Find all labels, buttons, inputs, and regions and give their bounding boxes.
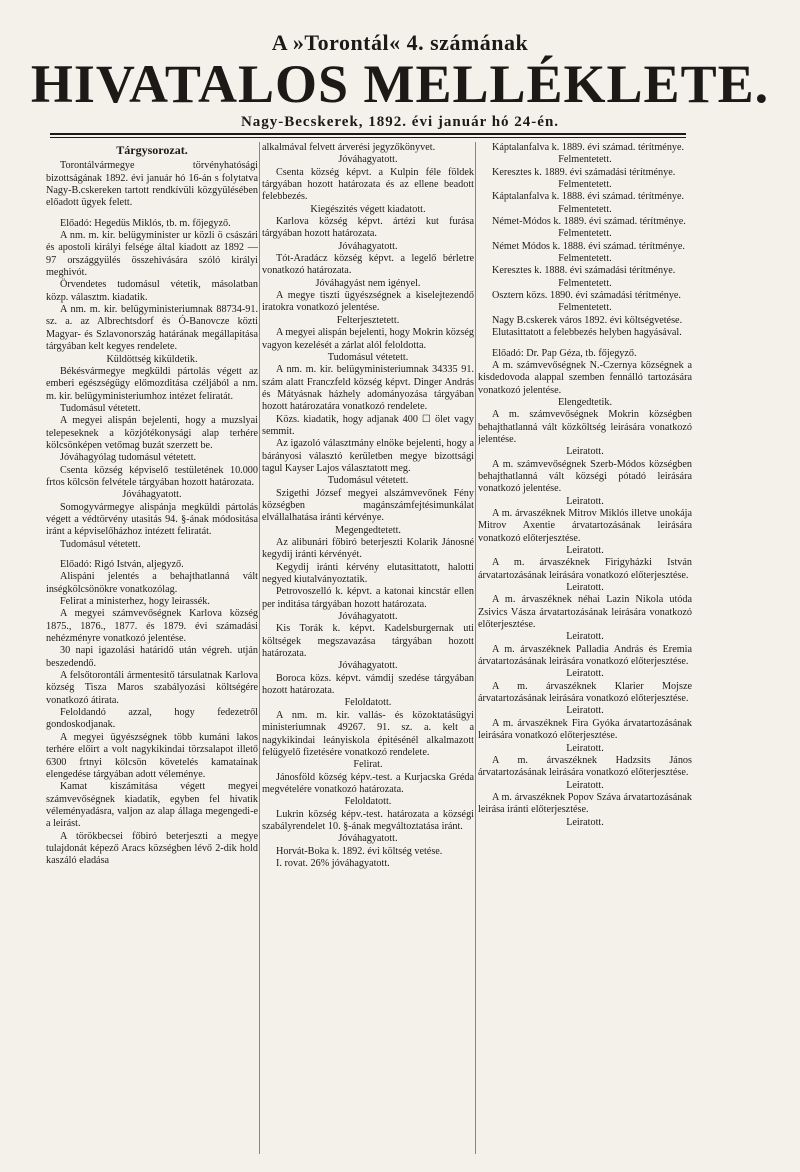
agenda-paragraph: Német Módos k. 1888. évi számad. térítménye. bbox=[492, 240, 685, 252]
agenda-paragraph: A m. számvevőségnek N.-Czernya községnek a kisdedovoda alappal szemben fennálló tartozására vonatkozó jelentése. bbox=[478, 359, 692, 396]
decision-text: Leiratott. bbox=[566, 446, 604, 458]
decision-text: Küldöttség kiküldetik. bbox=[106, 353, 198, 365]
decision-text: Jóváhagyatott. bbox=[338, 611, 398, 623]
agenda-paragraph: Előadó: Hegedüs Miklós, tb. m. főjegyző. bbox=[60, 217, 231, 229]
agenda-paragraph: Tudomásul vétetett. bbox=[60, 538, 141, 550]
agenda-paragraph: Horvát-Boka k. 1892. évi költség vetése. bbox=[276, 845, 443, 857]
agenda-paragraph: Német-Módos k. 1889. évi számad. térítménye. bbox=[492, 216, 686, 228]
dateline: Nagy-Becskerek, 1892. évi január hó 24-én. bbox=[240, 114, 560, 130]
agenda-paragraph: Előadó: Dr. Pap Géza, tb. főjegyző. bbox=[492, 347, 637, 359]
agenda-paragraph: Kis Torák k. képvt. Kadelsburgernak uti költségek megszavazása tárgyában hozott határozata. bbox=[262, 623, 474, 660]
decision-text: Leiratott. bbox=[566, 742, 604, 754]
agenda-paragraph: A m. számvevőségnek Szerb-Módos községben behajthatlanná vált községi pótadó leirására vonatkozó jelentése. bbox=[478, 458, 692, 495]
decision-text: Feloldatott. bbox=[344, 796, 392, 808]
header-rule bbox=[50, 133, 686, 135]
agenda-paragraph: A megyei számvevőségnek Karlova község 1875., 1876., 1877. és 1879. évi számadási nehézményre vonatkozó jelentése. bbox=[46, 608, 258, 645]
decision-text: Leiratott. bbox=[566, 495, 604, 507]
decision-text: Felmentetett. bbox=[558, 203, 612, 215]
agenda-paragraph: Jóváhagyólag tudomásul vétetett. bbox=[60, 452, 197, 464]
decision-text: Felterjesztetett. bbox=[336, 314, 400, 326]
agenda-paragraph: Keresztes k. 1889. évi számadási térítménye. bbox=[492, 166, 676, 178]
agenda-paragraph: Káptalanfalva k. 1888. évi számad. térítménye. bbox=[492, 191, 685, 203]
agenda-paragraph: Kegydij iránti kérvény elutasittatott, halotti negyed kiutalványoztatik. bbox=[262, 561, 474, 586]
agenda-paragraph: Csenta község képviselő testületének 10.000 frtos kölcsön felvétele tárgyában hozott határozata. bbox=[46, 464, 258, 488]
masthead-subtitle: A »Torontál« 4. számának bbox=[271, 30, 529, 55]
decision-text: Jóváhagyatott. bbox=[122, 489, 182, 501]
agenda-paragraph: Káptalanfalva k. 1889. évi számad. térítménye. bbox=[492, 142, 685, 153]
decision-text: Megengedtetett. bbox=[335, 524, 401, 536]
agenda-paragraph: Torontálvármegye törvényhatósági bizottságának 1892. évi január hó 16-án s folytatva Nagy-B.cskereken tartott rendkívüli közgyülésében előadott ügyek felett. bbox=[46, 160, 258, 209]
decision-text: Leiratott. bbox=[566, 705, 604, 717]
agenda-paragraph: Közs. kiadatik, hogy adjanak 400 ☐ ölet vagy semmit. bbox=[262, 413, 474, 437]
decision-text: Felmentetett. bbox=[558, 228, 612, 240]
agenda-paragraph: Az igazoló választmány elnöke bejelenti, hogy a bárányosi választó kerületben megye bizottsági tagul Kayser Lajos választatott meg. bbox=[262, 438, 474, 474]
agenda-paragraph: Kamat kiszámitása végett megyei számvevőségnek kiadatik, egyben fel hivatik véleményadásra, valjon az alap állaga megengedi-e a leirást. bbox=[46, 781, 258, 830]
agenda-paragraph: I. rovat. 26% jóváhagyatott. bbox=[276, 857, 390, 869]
decision-text: Felmentetett. bbox=[558, 179, 612, 191]
agenda-paragraph: A megyei alispán bejelenti, hogy Mokrin község vagyon kezelését a zárlat alól feloldotta. bbox=[262, 327, 474, 351]
agenda-paragraph: Osztern közs. 1890. évi számadási térítménye. bbox=[492, 290, 681, 302]
decision-text: Leiratott. bbox=[566, 582, 604, 594]
agenda-paragraph: A m. árvaszéknek Popov Száva árvatartozásának leirása iránti előterjesztése. bbox=[478, 791, 692, 816]
decision-text: Leiratott. bbox=[566, 779, 604, 791]
decision-text: Felmentetett. bbox=[558, 302, 612, 314]
agenda-paragraph: A felsőtorontáli ármentesitő társulatnak Karlova község Tisza Maros szabályozási költségére vonatkozó átirata. bbox=[46, 670, 258, 706]
agenda-paragraph: Somogyvármegye alispánja megküldi pártolás végett a védtörvény utasitás 94. §-ának módositása iránt a képviselőházhoz intézett feliratát. bbox=[46, 501, 258, 538]
agenda-paragraph: Jánosföld község képv.-test. a Kurjacska Gréda megvételére vonatkozó határozata. bbox=[262, 771, 474, 795]
agenda-paragraph: A m. árvaszéknek Palladia András és Eremia árvatartozásának leirására vonatkozó előterjesztése. bbox=[478, 643, 692, 668]
agenda-paragraph: A m. árvaszéknek Hadzsits János árvatartozásának leirására vonatkozó előterjesztése. bbox=[478, 754, 692, 779]
agenda-paragraph: Az alibunári főbiró beterjeszti Kolarik Jánosné kegydij iránti kérvényét. bbox=[262, 537, 474, 561]
column-divider bbox=[475, 142, 476, 1154]
decision-text: Felmentetett. bbox=[558, 253, 612, 265]
agenda-paragraph: A megye tiszti ügyészségnek a kiselejtezendő iratokra vonatkozó jelentése. bbox=[262, 290, 474, 314]
agenda-paragraph: A m. árvaszéknek Klarier Mojsze árvatartozásának leirására vonatkozó előterjesztése. bbox=[478, 680, 692, 705]
agenda-paragraph: Keresztes k. 1888. évi számadási térítménye. bbox=[492, 265, 676, 277]
decision-text: Leiratott. bbox=[566, 631, 604, 643]
decision-text: Jóváhagyatott. bbox=[338, 833, 398, 845]
agenda-paragraph: Előadó: Rigó István, aljegyző. bbox=[60, 559, 184, 570]
agenda-paragraph: Nagy B.cskerek város 1892. évi költségvetése. bbox=[492, 314, 683, 326]
agenda-paragraph: Elutasittatott a felebbezés helyben hagyásával. bbox=[492, 327, 682, 339]
agenda-paragraph: A m. árvaszéknek néhai Lazin Nikola utóda Zsivics Vásza árvatartozásának leirására vonatkozó előterjesztése. bbox=[478, 594, 692, 631]
agenda-paragraph: A m. számvevőségnek Mokrin községben behajthatlanná vált közköltség leirására vonatkozó jelentése. bbox=[478, 409, 692, 445]
agenda-paragraph: Tudomásul vétetett. bbox=[60, 402, 141, 414]
agenda-paragraph: Békésvármegye megküldi pártolás végett az emberi egészségügy előmozditása czéljából a nm. m. kir. belügyministeriumhoz intézet feliratát. bbox=[46, 365, 258, 402]
agenda-paragraph: A nm. m. kir. belügyministeriumnak 34335 91. szám alatt Franczfeld község képvt. Dinger András és Mátyásnak házhely adományozása tárgyában hozott határozatára vonatkozó rendelete. bbox=[262, 364, 474, 413]
section-heading: Tárgysorozat. bbox=[116, 143, 188, 157]
agenda-paragraph: A m. árvaszéknek Fira Gyóka árvatartozásának leirására vonatkozó előterjesztése. bbox=[478, 717, 692, 742]
decision-text: Felmentetett. bbox=[558, 154, 612, 166]
agenda-paragraph: A m. árvaszéknek Firigyházki István árvatartozásának leirására vonatkozó előterjesztése. bbox=[478, 557, 692, 581]
agenda-paragraph: Karlova község képvt. ártézi kut furása tárgyában hozott határozata. bbox=[262, 216, 474, 240]
decision-text: Tudomásul vétetett. bbox=[327, 351, 409, 363]
decision-text: Feloldatott. bbox=[344, 697, 392, 709]
column-divider bbox=[259, 142, 260, 1154]
agenda-paragraph: Örvendetes tudomásul vétetik, másolatban közp. választm. kiadatik. bbox=[46, 279, 258, 303]
agenda-paragraph: Petrovoszelló k. képvt. a katonai kincstár ellen per inditása tárgyában hozott határozata. bbox=[262, 586, 474, 610]
masthead-title: HIVATALOS MELLÉKLETE. bbox=[30, 54, 770, 114]
agenda-paragraph: A nm. m. kir. belügyminister ur közli ö császári és apostoli királyi felsége által kiadott az 1892 — 97 országgyülés összehivására szóló királyi meghivót. bbox=[46, 230, 258, 279]
agenda-paragraph: Alispáni jelentés a behajthatlanná vált inségkölcsönökre vonatkozólag. bbox=[46, 571, 258, 595]
agenda-paragraph: Feloldandó azzal, hogy fedezetről gondoskodjanak. bbox=[46, 707, 258, 731]
agenda-paragraph: A m. árvaszéknek Mitrov Miklós illetve unokája Mitrov Axentie árvatartozásának leirására vonatkozó előterjesztése. bbox=[478, 507, 692, 544]
agenda-paragraph: Felirat a ministerhez, hogy leirassék. bbox=[60, 596, 210, 608]
decision-text: Leiratott. bbox=[566, 545, 604, 556]
agenda-paragraph: Lukrin község képv.-test. határozata a községi szabályrendelet 10. §-ának megváltoztatása iránt. bbox=[262, 808, 474, 832]
column-3 bbox=[478, 142, 692, 1167]
decision-text: alkalmával felvett árverési jegyzőkönyvet. bbox=[262, 142, 436, 153]
agenda-paragraph: 30 napi igazolási határidő után végreh. utján beszedendő. bbox=[46, 645, 258, 669]
decision-text: Felmentetett. bbox=[558, 277, 612, 289]
agenda-paragraph: Tót-Aradácz község képvt. a legelő bérletre vonatkozó határozata. bbox=[262, 253, 474, 277]
agenda-paragraph: Szigethi József megyei alszámvevőnek Fény községben magánszámfejtésimunkálat elvállalhatása iránti kérvénye. bbox=[262, 487, 474, 524]
agenda-paragraph: A nm. m. kir. belügyministeriumnak 88734-91. sz. a. az Albrechtsdorf és Ó-Banovcze közti Magyar- és Szlavonország határának megállapitása tárgyában kelt kegyes rendelete. bbox=[46, 304, 258, 353]
decision-text: Elengedtetik. bbox=[557, 396, 613, 408]
decision-text: Leiratott. bbox=[566, 668, 604, 680]
decision-text: Jóváhagyatott. bbox=[338, 240, 398, 252]
decision-text: Jóváhagyatott. bbox=[338, 660, 398, 672]
decision-text: Jóváhagyatott. bbox=[338, 154, 398, 166]
column-1 bbox=[46, 142, 258, 1167]
decision-text: Leiratott. bbox=[566, 816, 604, 828]
decision-text: Kiegészités végett kiadatott. bbox=[310, 203, 426, 215]
agenda-paragraph: A nm. m. kir. vallás- és közoktatásügyi ministeriumnak 49267. 91. sz. a. kelt a nagykikindai leányiskola épitésénél alkalmazott felügyelő fizetésére vonatkozó rendelete. bbox=[262, 709, 474, 758]
agenda-paragraph: A megyei ügyészségnek több kumáni lakos terhére előirt a volt nagykikindai törzsalapot illető 6300 frtnyi kölcsön követelés kamatainak elengedése tárgyában adott véleménye. bbox=[46, 731, 258, 780]
agenda-paragraph: A megyei alispán bejelenti, hogy a muzslyai telepeseknek a közjótékonysági alap terhére kölcsönképen vetőmag buzát szerzett be. bbox=[46, 415, 258, 451]
agenda-paragraph: Csenta község képvt. a Kulpin féle földek tárgyában hozott határozata és az ellene beadott felebbezés. bbox=[262, 166, 474, 203]
header-rule-thin bbox=[50, 137, 686, 138]
agenda-paragraph: A törökbecsei főbiró beterjeszti a megye tulajdonát képező Aracs községben lévő 2-dik hold kaszáló eladása bbox=[46, 830, 258, 867]
decision-text: Tudomásul vétetett. bbox=[327, 475, 409, 487]
agenda-paragraph: Boroca közs. képvt. vámdij szedése tárgyában hozott határozata. bbox=[262, 672, 474, 697]
decision-text: Jóváhagyást nem igényel. bbox=[315, 277, 421, 289]
column-2 bbox=[262, 142, 474, 1167]
decision-text: Felirat. bbox=[353, 759, 383, 771]
